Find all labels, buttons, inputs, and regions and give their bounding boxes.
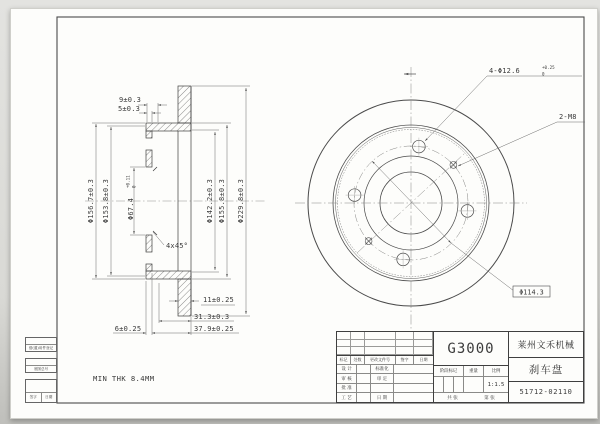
dim-6: 6±0.25 — [114, 325, 142, 333]
scale-value: 1:1.5 — [487, 381, 505, 388]
stage-cell — [454, 377, 464, 392]
dim-31-3: 31.3±0.3 — [194, 313, 230, 321]
stage-weight-scale-values — [434, 376, 508, 392]
stage-header: 阶段标记 — [434, 366, 464, 376]
sign-date-block — [25, 379, 57, 403]
role-date: 日 期 — [371, 393, 394, 402]
role-approve-std: 审 定 — [371, 374, 394, 383]
sheet-number: 第 张 — [484, 395, 495, 401]
role-process: 工 艺 — [337, 393, 357, 402]
part-number: 51712-02110 — [519, 388, 573, 396]
rev-header-mark: 标记 — [337, 356, 351, 364]
dim-9: 9±0.3 — [118, 96, 142, 104]
role-blank — [357, 393, 371, 402]
rev-header-docno: 更改文件号 — [365, 356, 396, 364]
master-drawing-no-label: 底图总号 — [26, 365, 56, 372]
front-view — [295, 65, 585, 343]
dim-dia-67-4-group — [126, 175, 137, 220]
sheets-total: 共 张 — [447, 395, 458, 401]
section-view — [85, 86, 265, 383]
role-row-process — [337, 392, 433, 402]
role-blank — [357, 384, 371, 393]
title-block — [336, 331, 584, 403]
role-blank-label — [371, 384, 394, 393]
date-label: 日期 — [45, 395, 53, 399]
role-standardization: 标准化 — [371, 365, 394, 374]
rev-header-count: 处数 — [351, 356, 365, 364]
title-block-revision-area — [337, 332, 434, 402]
role-row-design — [337, 364, 433, 374]
borrowed-parts-block — [25, 337, 57, 352]
dim-dia-153-8: Φ153.8±0.3 — [102, 178, 110, 224]
role-row-check — [337, 373, 433, 383]
thread-leader — [458, 122, 585, 166]
company-name: 莱州文禾机械 — [509, 332, 583, 358]
min-thickness-note: MIN THK 8.4MM — [93, 374, 155, 383]
role-blank — [357, 374, 371, 383]
weight-header: 重量 — [464, 366, 484, 376]
role-blank — [394, 393, 433, 402]
stage-cell — [444, 377, 454, 392]
role-blank — [394, 384, 433, 393]
rev-header-sign: 签字 — [396, 356, 414, 364]
role-blank — [394, 365, 433, 374]
holes-leader — [425, 76, 582, 141]
chamfer-leader — [153, 232, 164, 245]
holes-tol-upper: +0.25 — [542, 65, 555, 70]
stage-cell — [434, 377, 444, 392]
chamfer-label: 4x45° — [166, 242, 189, 250]
revision-grid — [337, 332, 433, 355]
dim-dia-67-4-tol-lower: 0 — [131, 185, 137, 188]
bolt-circle-label: Φ114.3 — [519, 288, 544, 297]
material-grade: G3000 — [447, 340, 495, 357]
dim-11: 11±0.25 — [203, 296, 234, 304]
binding-margin-blocks — [25, 337, 57, 403]
revision-header-row — [337, 355, 433, 364]
thread-label: 2-M8 — [559, 113, 577, 121]
stage-weight-scale-headers — [434, 365, 508, 376]
dim-5: 5±0.3 — [117, 105, 141, 113]
role-approve: 批 准 — [337, 384, 357, 393]
role-design: 设 计 — [337, 365, 357, 374]
dim-dia-155-8: Φ155.8±0.3 — [218, 178, 226, 224]
holes-tol-lower: 0 — [542, 71, 545, 77]
scale-header: 比例 — [491, 369, 501, 374]
paper-sheet — [10, 8, 598, 419]
dim-dia-142-2: Φ142.2±0.3 — [206, 178, 214, 224]
dim-dia-67-4-tol-upper: +0.11 — [125, 175, 131, 188]
master-drawing-no-block — [25, 358, 57, 373]
dim-dia-156-7: Φ156.7±0.3 — [87, 178, 95, 224]
borrowed-parts-label: 借(通)用件登记 — [26, 344, 56, 351]
role-check: 审 核 — [337, 374, 357, 383]
sign-label: 签字 — [26, 393, 42, 402]
dim-dia-67-4: Φ67.4 — [127, 197, 135, 221]
holes-label: 4-Φ12.6 — [489, 67, 520, 75]
dim-37-9: 37.9±0.25 — [194, 325, 234, 333]
section-dim-lines-top — [138, 103, 167, 122]
role-blank — [394, 374, 433, 383]
weight-value — [464, 377, 484, 392]
sheet-count-row — [434, 392, 508, 402]
title-block-middle-area — [434, 332, 509, 402]
front-centerlines — [295, 67, 527, 343]
dim-dia-229-8: Φ229.8±0.3 — [237, 178, 245, 224]
role-row-approve — [337, 383, 433, 393]
rev-header-date: 日期 — [419, 356, 428, 362]
title-block-right-area — [509, 332, 583, 402]
part-name: 刹车盘 — [509, 358, 583, 382]
role-blank — [357, 365, 371, 374]
sign-date-cells — [26, 392, 56, 402]
